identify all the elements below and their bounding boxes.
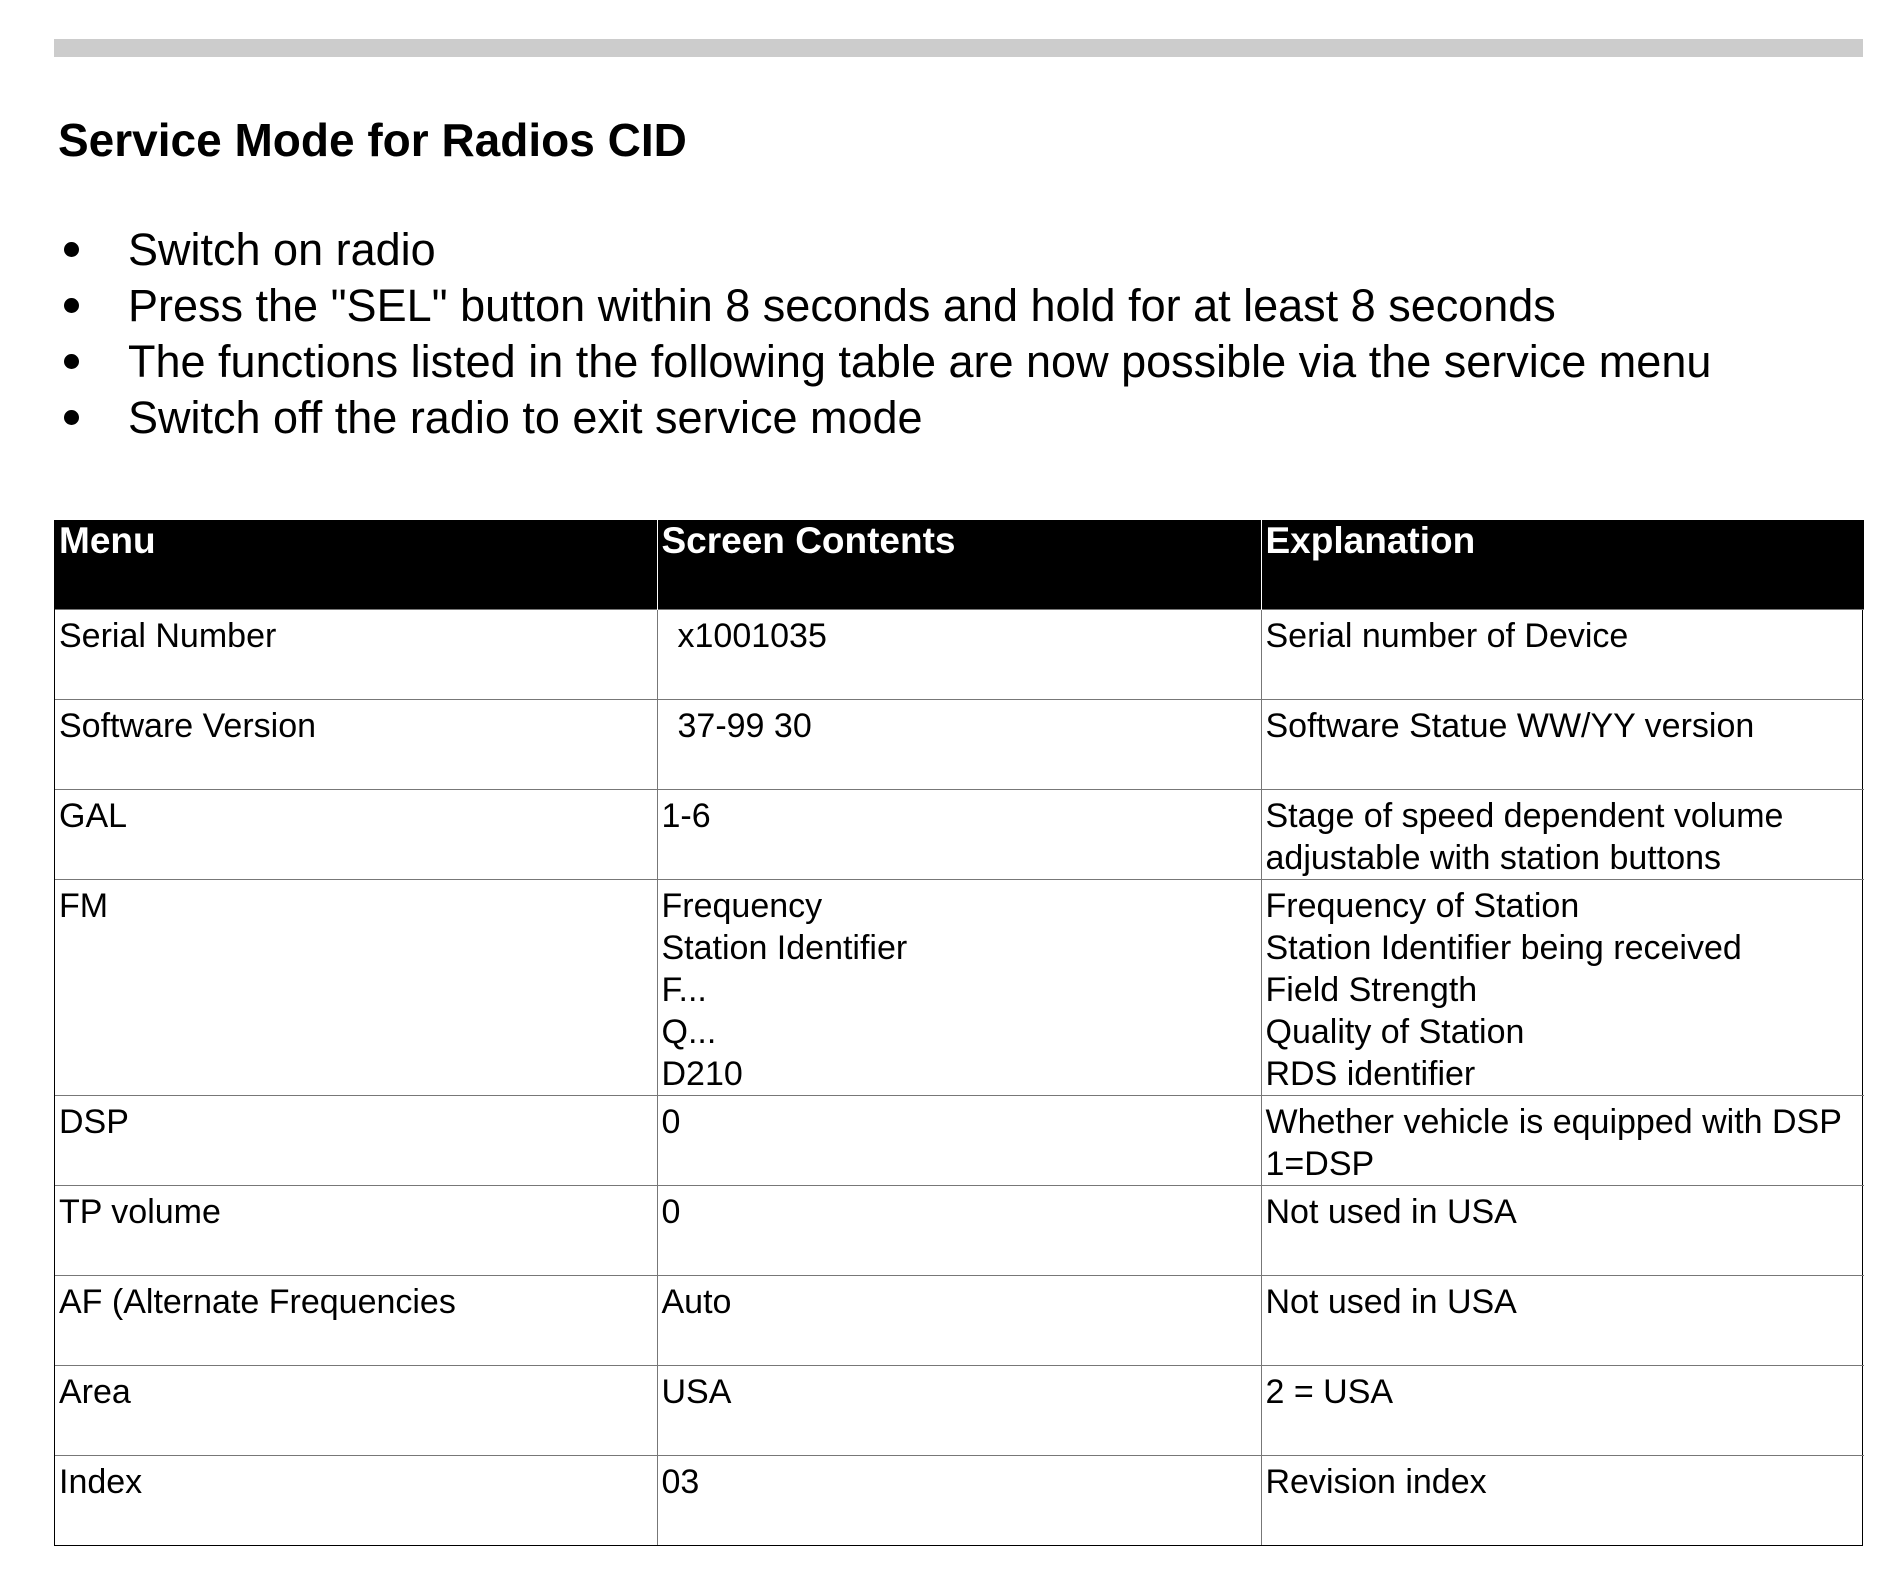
- bullet-icon: [64, 298, 79, 313]
- screen-line: x1001035: [677, 616, 827, 655]
- screen-line: Q...: [661, 1012, 717, 1051]
- screen-line: USA: [661, 1372, 732, 1411]
- screen-cell: [657, 1095, 1261, 1185]
- menu-cell: GAL: [55, 789, 657, 879]
- explanation-line: Not used in USA: [1265, 1192, 1517, 1231]
- menu-cell: Software Version: [55, 699, 657, 789]
- explanation-line: Not used in USA: [1265, 1282, 1517, 1321]
- explanation-line: Whether vehicle is equipped with DSP: [1265, 1102, 1842, 1141]
- instruction-text: Switch on radio: [128, 224, 436, 275]
- screen-line: 37-99 30: [677, 706, 812, 745]
- screen-cell: [657, 1275, 1261, 1365]
- screen-cell: [657, 1185, 1261, 1275]
- screen-line: 0: [661, 1102, 681, 1141]
- header-menu: Menu: [59, 520, 156, 561]
- explanation-line: Serial number of Device: [1265, 616, 1629, 655]
- page-title: Service Mode for Radios CID: [58, 114, 687, 166]
- bullet-icon: [64, 410, 79, 425]
- table-row: [55, 1455, 1864, 1545]
- screen-line: 03: [661, 1462, 700, 1501]
- explanation-line: Station Identifier being received: [1265, 928, 1742, 967]
- screen-cell: [657, 879, 1261, 1095]
- table-row: [55, 609, 1864, 699]
- explanation-cell: [1261, 879, 1864, 1095]
- explanation-line: RDS identifier: [1265, 1054, 1476, 1093]
- screen-cell: [657, 1455, 1261, 1545]
- header-screen-contents: Screen Contents: [657, 520, 1261, 609]
- screen-line: F...: [661, 970, 707, 1009]
- screen-line: 0: [661, 1192, 681, 1231]
- service-menu-table: [54, 520, 1863, 1546]
- explanation-cell: [1261, 1095, 1864, 1185]
- instruction-text: The functions listed in the following table are now possible via the service menu: [128, 336, 1712, 387]
- explanation-line: Revision index: [1265, 1462, 1487, 1501]
- top-divider-bar: [54, 39, 1863, 57]
- menu-cell: Serial Number: [55, 609, 657, 699]
- explanation-line: Field Strength: [1265, 970, 1478, 1009]
- instruction-text: Switch off the radio to exit service mode: [128, 392, 923, 443]
- screen-line: D210: [661, 1054, 743, 1093]
- screen-line: Station Identifier: [661, 928, 908, 967]
- table-row: [55, 789, 1864, 879]
- screen-cell: [657, 789, 1261, 879]
- explanation-line: Software Statue WW/YY version: [1265, 706, 1755, 745]
- menu-cell: AF (Alternate Frequencies: [55, 1275, 657, 1365]
- menu-cell: TP volume: [55, 1185, 657, 1275]
- table-row: [55, 1095, 1864, 1185]
- screen-cell: [657, 699, 1261, 789]
- header-explanation: Explanation: [1261, 520, 1864, 609]
- screen-cell: [657, 609, 1261, 699]
- explanation-cell: [1261, 1365, 1864, 1455]
- explanation-line: 1=DSP: [1265, 1144, 1375, 1183]
- bullet-icon: [64, 354, 79, 369]
- explanation-line: Quality of Station: [1265, 1012, 1525, 1051]
- bullet-icon: [64, 242, 79, 257]
- table-header-row: [55, 520, 1864, 609]
- explanation-line: Frequency of Station: [1265, 886, 1580, 925]
- explanation-line: adjustable with station buttons: [1265, 838, 1722, 877]
- table-row: [55, 1275, 1864, 1365]
- table-row: [55, 1365, 1864, 1455]
- screen-line: 1-6: [661, 796, 711, 835]
- table-row: [55, 1185, 1864, 1275]
- explanation-cell: [1261, 1455, 1864, 1545]
- service-menu-grid: [55, 520, 1864, 1545]
- explanation-line: 2 = USA: [1265, 1372, 1394, 1411]
- screen-line: Frequency: [661, 886, 823, 925]
- menu-cell: Index: [55, 1455, 657, 1545]
- screen-line: Auto: [661, 1282, 732, 1321]
- menu-cell: FM: [55, 879, 657, 1095]
- instruction-text: Press the "SEL" button within 8 seconds and hold for at least 8 seconds: [128, 280, 1556, 331]
- explanation-cell: [1261, 609, 1864, 699]
- table-row: [55, 699, 1864, 789]
- table-row: [55, 879, 1864, 1095]
- explanation-line: Stage of speed dependent volume: [1265, 796, 1784, 835]
- menu-cell: DSP: [55, 1095, 657, 1185]
- explanation-cell: [1261, 789, 1864, 879]
- screen-cell: [657, 1365, 1261, 1455]
- explanation-cell: [1261, 1185, 1864, 1275]
- menu-cell: Area: [55, 1365, 657, 1455]
- explanation-cell: [1261, 1275, 1864, 1365]
- explanation-cell: [1261, 699, 1864, 789]
